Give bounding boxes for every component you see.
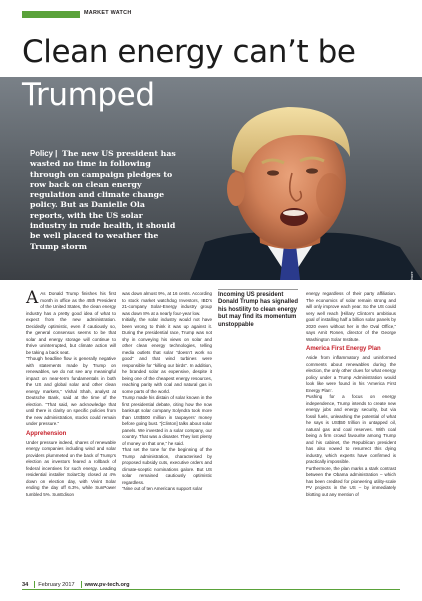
col1-subhead: Apprehension — [26, 430, 67, 437]
photo-credit: Gage Skidmore — [410, 271, 414, 295]
col2-paragraph-4: That set the tone for the beginning of the Trump administration, characterised by proposed subsidy cuts, executive orders and climate-sceptic nominations galore. But US solar remained cautiously optimistic regardless. — [122, 447, 212, 485]
col3-paragraph-2: Aside from inflammatory and uninformed comments about renewables during the election, the only other clues for what energy policy under a Trump Administration would look like were found in his ‘America First Energy Plan’. — [306, 355, 396, 393]
standfirst-text: The new US president has wasted no time in following through on campaign pledges to row back on clean energy regulation and climate change policy. But as Danielle Ola reports, with the US solar industry in rude health, it should be well placed to weather the Trump storm — [30, 149, 176, 251]
section-label: MARKET WATCH — [84, 10, 132, 16]
headline-line-2: Trumped — [22, 77, 155, 113]
pull-quote: Incoming US president Donald Trump has signalled his hostility to clean energy but may find its momentum unstoppable — [218, 292, 299, 328]
col1-paragraph-2: “Though headline flow is generally negative with statements made by Trump on renewables, we do not see any meaningful impact on near-term fundamentals in both the US and global solar and other clean energy markets,” Vishal Shah, analyst at Deutsche Bank, said at the time of the election. “That said, we acknowledge that until there is clarity on specific policies from the new administration, stocks could remain under pressure.” — [26, 356, 116, 426]
standfirst-kicker: Policy | — [30, 149, 58, 158]
section-color-bar — [22, 11, 80, 18]
col1-paragraph-3: Under pressure indeed, shares of renewable energy companies including wind and solar providers plummeted on the back of Trump’s election as investors feared a rollback of federal incentives for such energy. Leading residential installer SolarCity closed at 4% down on election day, with Vivint Solar ending the day off 6.3%, while SunPower tumbled 5%. SunEdison — [26, 439, 116, 497]
col2-paragraph-5: “Nine out of ten Americans support solar — [122, 486, 203, 491]
drop-cap: A — [26, 288, 39, 308]
col2-paragraph-1: was down almost 9%, at 16 cents. According to stock market watchdog Investors, IBD’s 21-company Solar-Energy industry group was down 8% at a nearly four-year low. — [122, 291, 212, 316]
page-number: 34 — [22, 581, 29, 588]
issue-date: February 2017 — [38, 581, 75, 588]
footer-divider-2 — [81, 581, 82, 588]
standfirst — [30, 149, 176, 252]
col3-paragraph-1: energy regardless of their party affiliation. The economics of solar remain strong and will only improve each year. So the US could very well reach [Hillary Clinton’s ambitious goal of installing half a billion solar panels by 2020 even without her in the Oval Office,” says Amit Ronen, director of the George Washington Solar Institute. — [306, 291, 396, 342]
article-column-2 — [122, 291, 212, 493]
headline-line-1: Clean energy can’t be — [22, 34, 356, 70]
col3-subhead: America First Energy Plan — [306, 346, 381, 352]
footer-rule — [22, 589, 400, 590]
page-footer — [22, 580, 400, 589]
col2-paragraph-2: Initially, the solar industry would not have been wrong to think it was up against it. During the presidential race, Trump was not shy in conveying his views on solar and other clean energy technologies, telling media outlets that solar “doesn’t work so good” and that wind turbines were responsible for “killing our birds”. In addition, he branded solar as expensive, despite it being one of the cheapest energy resources, reaching parity with coal and natural gas in some parts of the world. — [122, 317, 212, 394]
col3-paragraph-3: Pushing for a focus on energy independence, Trump intends to create new energy jobs and energy security, but via fossil fuels, unleashing the potential of what he says is US$50 trillion in untapped oil, natural gas and coal reserves. With coal being a firm crowd favourite among Trump and his cabinet, the Republican president has also vowed to resurrect this dying industry, which experts have confirmed is practically impossible. — [306, 394, 396, 464]
col2-paragraph-3: Trump made his distain of solar known in the first presidential debate, citing how the now bankrupt solar company Solyndra took more than US$500 million in taxpayers’ money before going bust. “[Clinton] talks about solar panels. We invested in a solar company, our country. That was a disaster. They lost plenty of money on that one,” he said. — [122, 395, 212, 446]
article-column-1 — [26, 288, 116, 498]
article-column-3 — [306, 291, 396, 498]
site-url[interactable]: www.pv-tech.org — [84, 581, 130, 588]
footer-divider — [34, 581, 35, 588]
col3-paragraph-4: Furthermore, the plan marks a stark contrast between the Obama administration – which has been credited for pioneering utility-scale PV projects in the US – by immediately blotting out any mention of — [306, 465, 396, 497]
col1-paragraph-1: As Donald Trump finishes his first month in office as the 45th President of the United States, the clean energy industry has a pretty good idea of what to expect from the new administration. Decidedly optimistic, even if cautiously so, the general consensus seems to be that solar and energy storage will continue to thrive uninterrupted, but climate action will be taking a back seat. — [26, 291, 116, 355]
pull-quote-rule — [218, 289, 298, 290]
